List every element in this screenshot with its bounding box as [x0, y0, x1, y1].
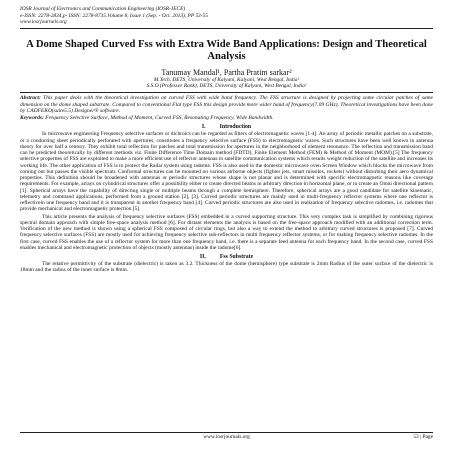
keywords	[20, 115, 433, 122]
keywords-label: Keywords:	[20, 114, 44, 121]
abstract	[20, 95, 433, 115]
header-rule	[20, 28, 433, 29]
intro-paragraph-2: This article presents the analysis of frequency selective surfaces (FSS) embedded in a curved supporting structure. This very complex task is simplified by combining rigorous spectral domain approach with simple free-space analysis method [6]. For distant elements the analysis is based on the free-space approach modified with an additional correction term. Verification of the new method is shown using a spherical FSS composed of circular rings, but also a way to extend the method to arbitrary curved structures is proposed [7]. Curved frequency selective surfaces (FSS) are mostly used for achieving frequency selective sub-reflectors in multi frequency reflector systems, or for making frequency selective radomes. In the first case, curved FSS enables the use of a reflector system for more than one frequency band, i.e. there is a separate feed antenna for each frequency band. In the second case, curved FSS enables mechanical and electromagnetic protection of objects (mostly antennas) inside the radome[6].	[20, 213, 433, 251]
affiliation-2: S.S.O (Professor Rank), DETS, University of Kalyani, West Bengal, India²	[146, 83, 307, 89]
abstract-rule	[20, 92, 433, 93]
journal-name: IOSR Journal of Electronics and Communication Engineering (IOSR-JECE)	[20, 6, 186, 12]
journal-url[interactable]: www.iosrjournals.org	[20, 19, 67, 26]
footer-rule	[20, 432, 433, 433]
abstract-label: Abstract:	[20, 95, 41, 102]
intro-paragraph-1: In microwave engineering Frequency selective surfaces or dichroics can be regarded as filters of electromagnetic waves [1-4]. An array of periodic metallic patches on a substrate, or a conducting sheet periodically perforated with apertures, constitutes a frequency selective surface (FSS) to electromagnetic waves. Such structures have been well known in antenna theory for over half a century. They exhibit total reflection for patches and total transmission for apertures in the neighborhood of element resonance. The reflection and transmission band can be predicted theoretically by different methods viz. Finite Difference Time Domain method (FDTD), Finite Element Method (FEM) & Method of Moment (MOM).[5] The frequency selective properties of FSS are exploited to make a more efficient use of reflector antennas in satellite communication systems which results weight reduction of the satellite and increases its working life. The other application of FSS is to protect the Radar system using radome. FSS is also used in the domestic microwave oven Screen Window which blocks the microwave from coming out but passes the visible spectrum. Conformal structures can be mounted on various airborne objects (fighter jets, smart missiles, rockets) without disturbing their aero dynamical properties. This definition should be broadened with antennas or periodic structures whose shape is not planar and is determined with specific electromagnetic reasons like coverage requirements. For example, arrays on cylindrical structures offer a possibility either to create directed beams in arbitrary direction in horizontal plane, or to create an Omni directional pattern [1]. Spherical arrays have the capability of directing single or multiple beams through a complete hemisphere. Therefore, spherical arrays are a good candidate for satellite kinematic, telemetry and command applications, performed from a ground station [2], [3]. Curved periodic structures are mainly used in multi-frequency reflector systems where one reflector is reflectivein one frequency band and it is transparent in another frequency band [4]. Curved periodic structures are also used in realization of frequency selective radomes, i.e. radomes that provide mechanical and electromagnetic protection [5].	[20, 131, 433, 213]
section-number: I.	[201, 124, 206, 131]
footer-site[interactable]: www.iosrjournals.org	[203, 434, 250, 440]
section-title: Introduction	[219, 124, 252, 131]
affiliation-1: M.Tech, DETS, University of Kalyani, Kalyani, West Bengal, India¹	[153, 76, 300, 83]
substrate-paragraph: The relative permittivity of the substrate (dielectric) is taken as 3.2. Thickness of the dome (hemisphere) type substrate is 2mm Radius of the outer surface of the dielectric is 18mm and the radius of the inner surface is 8mm.	[20, 261, 433, 274]
abstract-text: This paper deals with the theoretical investigation on curved FSS with wide band frequency. The FSS structure is designed by projecting some circular patches of same dimension on the dome shaped substrate. Compared to conventional Flat type FSS this design provide more wider band of frequency(7.09 GHz). Theoretical investigations have been done by CADFEKO(suite5.5) Designer® software.	[20, 95, 433, 115]
journal-header	[20, 6, 433, 26]
paper-title: A Dome Shaped Curved Fss with Extra Wide Band Applications: Design and Theoretical Analysis	[26, 38, 427, 63]
page-number: 53 | Page	[413, 434, 433, 440]
page-footer	[20, 434, 433, 440]
section-number: II.	[199, 254, 206, 261]
section-title: Fss Substrate	[219, 254, 254, 261]
journal-issn: e-ISSN: 2278-2834,p- ISSN: 2278-8735.Volume 8, Issue 1 (Sep. - Oct. 2013), PP 53-55	[20, 12, 208, 19]
paper-authors: Tanumay Mandal¹, Partha Pratim sarkar²	[161, 67, 292, 77]
keywords-text: Frequency Selective Surface, Method of Moment, Curved FSS, Resonating Frequency, Wide Bandwidth.	[43, 114, 274, 121]
